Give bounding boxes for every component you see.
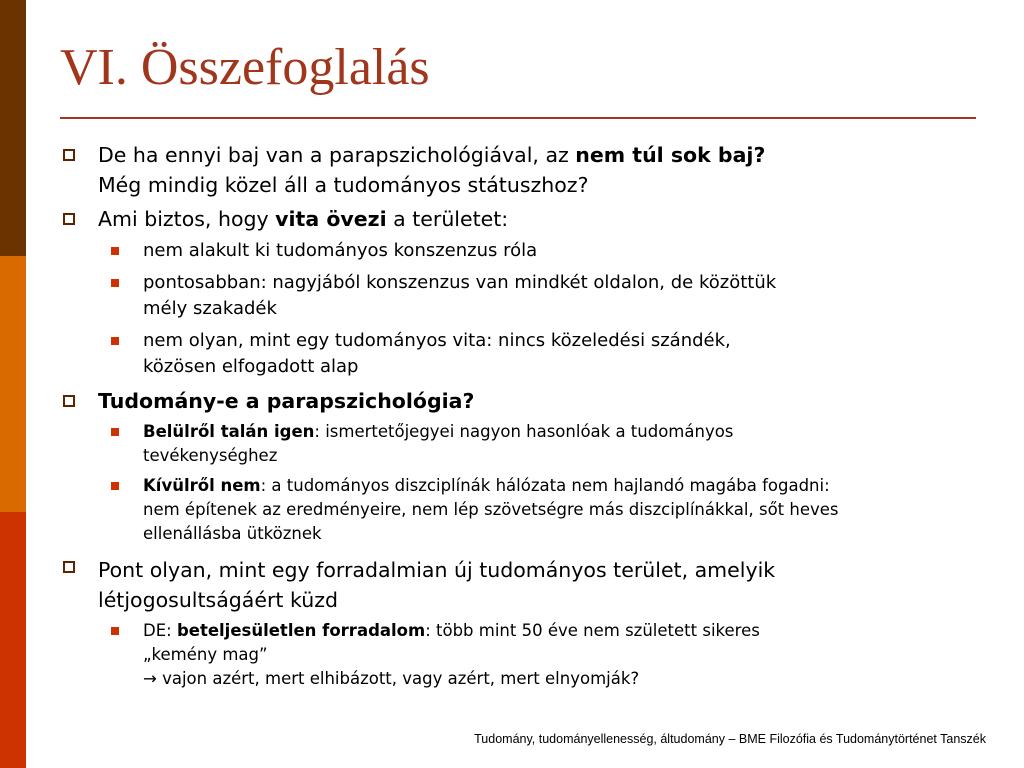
slide-title: VI. Összefoglalás bbox=[60, 39, 430, 96]
filled-square-bullet-icon bbox=[111, 428, 119, 436]
sub-bullet-item bbox=[60, 474, 990, 546]
sub-bullet-text: nem alakult ki tudományos konszenzus róla bbox=[143, 240, 538, 261]
sub-bullet-item bbox=[60, 619, 990, 691]
bullet-text: Pont olyan, mint egy forradalmian új tudományos terület, amelyik bbox=[98, 558, 776, 582]
bullet-emphasis: vita övezi bbox=[275, 207, 387, 231]
sub-bullet-text: nem olyan, mint egy tudományos vita: nincs közeledési szándék, bbox=[143, 330, 731, 351]
sub-bullet-text-line3: ellenállásba ütköznek bbox=[143, 524, 322, 543]
sub-bullet-text-line2: tevékenységhez bbox=[143, 446, 278, 465]
filled-square-bullet-icon bbox=[111, 247, 119, 255]
bullet-item bbox=[60, 140, 990, 200]
bullet-text-tail: a területet: bbox=[386, 207, 509, 231]
sub-bullet-text: pontosabban: nagyjából konszenzus van mindkét oldalon, de közöttük bbox=[143, 272, 777, 293]
sub-bullet-prefix: DE: bbox=[143, 621, 177, 640]
sub-bullet-text-line2: közösen elfogadott alap bbox=[143, 356, 359, 377]
bullet-text-line2: Még mindig közel áll a tudományos státuszhoz? bbox=[98, 173, 589, 197]
sub-bullet-text: : ismertetőjegyei nagyon hasonlóak a tudományos bbox=[314, 422, 734, 441]
filled-square-bullet-icon bbox=[111, 627, 119, 635]
sub-bullet-emphasis: beteljesületlen forradalom bbox=[176, 621, 426, 640]
sub-bullet-text-line2: „kemény mag” bbox=[143, 645, 268, 664]
sub-bullet-text-line2: nem építenek az eredményeire, nem lép szövetségre más diszciplínákkal, sőt heves bbox=[143, 500, 839, 519]
slide-content bbox=[60, 140, 990, 697]
hollow-square-bullet-icon bbox=[63, 213, 75, 225]
bullet-item bbox=[60, 552, 990, 615]
sub-bullet-item bbox=[60, 328, 990, 380]
hollow-square-bullet-icon bbox=[63, 561, 75, 573]
filled-square-bullet-icon bbox=[111, 337, 119, 345]
hollow-square-bullet-icon bbox=[63, 149, 75, 161]
decor-bar-middle bbox=[0, 256, 26, 512]
sub-bullet-text: : több mint 50 éve nem született sikeres bbox=[425, 621, 760, 640]
bullet-item bbox=[60, 204, 990, 234]
decor-bar-bottom bbox=[0, 512, 26, 768]
sub-bullet-text-line2: mély szakadék bbox=[143, 298, 277, 319]
filled-square-bullet-icon bbox=[111, 279, 119, 287]
sub-bullet-item bbox=[60, 420, 990, 468]
sub-bullet-text-line3: vajon azért, mert elhibázott, vagy azért, mert elnyomják? bbox=[156, 669, 640, 688]
sub-bullet-emphasis: Kívülről nem bbox=[143, 476, 261, 495]
title-divider bbox=[60, 117, 976, 119]
sub-bullet-emphasis: Belülről talán igen bbox=[143, 422, 315, 441]
bullet-text-line2: létjogosultságáért küzd bbox=[98, 588, 338, 612]
bullet-item bbox=[60, 386, 990, 416]
decor-bar-top bbox=[0, 0, 26, 256]
slide-footer: Tudomány, tudományellenesség, áltudomány – BME Filozófia és Tudománytörténet Tanszék bbox=[474, 732, 986, 746]
bullet-text: Ami biztos, hogy bbox=[98, 207, 276, 231]
hollow-square-bullet-icon bbox=[63, 395, 75, 407]
sub-bullet-text: : a tudományos diszciplínák hálózata nem hajlandó magába fogadni: bbox=[260, 476, 830, 495]
sub-bullet-item bbox=[60, 270, 990, 322]
bullet-text: De ha ennyi baj van a parapszichológiával, az bbox=[98, 143, 576, 167]
right-arrow-icon: → bbox=[143, 669, 157, 688]
bullet-emphasis: nem túl sok baj? bbox=[575, 143, 766, 167]
bullet-question: Tudomány-e a parapszichológia? bbox=[98, 389, 475, 413]
sub-bullet-item bbox=[60, 238, 990, 264]
filled-square-bullet-icon bbox=[111, 482, 119, 490]
